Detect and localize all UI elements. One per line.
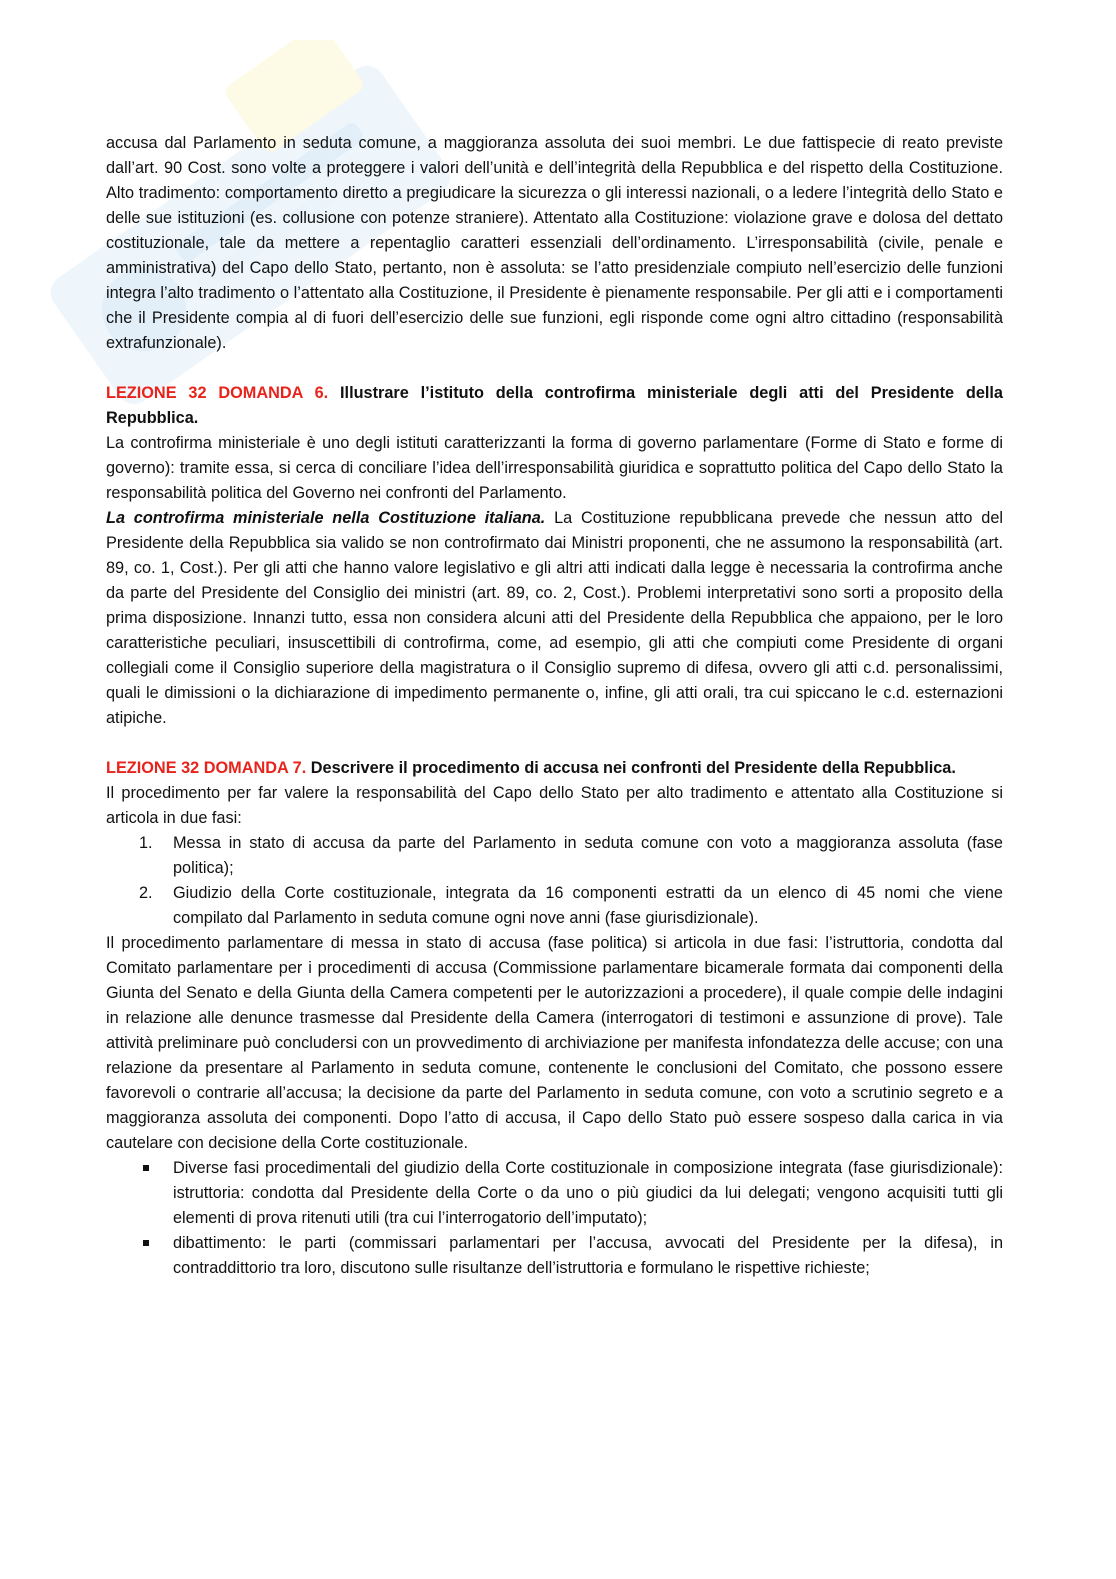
continuation-paragraph: accusa dal Parlamento in seduta comune, a maggioranza assoluta dei suoi membri. Le due fattispecie di reato previste dall’art. 90 Cost. sono volte a proteggere i valori dell’unità e dell’integrità della Repubblica e del rispetto della Costituzione. Alto tradimento: comportamento diretto a pregiudicare la sicurezza o gli interessi nazionali, o a ledere l’integrità dello Stato e delle sue istituzioni (es. collusione con potenze straniere). Attentato alla Costituzione: violazione grave e dolosa del dettato costituzionale, tale da mettere a repentaglio caratteri essenziali dell’ordinamento. L’irresponsabilità (civile, penale e amministrativa) del Capo dello Stato, pertanto, non è assoluta: se l’atto presidenziale compiuto nell’esercizio delle funzioni integra l’alto tradimento o l’attentato alla Costituzione, il Presidente è pienamente responsabile. Per gli atti e i comportamenti che il Presidente compia al di fuori dell’esercizio delle sue funzioni, egli risponde come ogni altro cittadino (responsabilità extrafunzionale).: [106, 134, 1003, 352]
bullet-item: [106, 1231, 1003, 1281]
square-bullet-icon: [143, 1240, 149, 1246]
phase-item: [106, 881, 1003, 931]
spacer: [106, 356, 1003, 381]
bullet-text: Diverse fasi procedimentali del giudizio della Corte costituzionale in composizione integrata (fase giurisdizionale): istruttoria: condotta dal Presidente della Corte o da uno o più giudici da lui delegati; vengono acquisiti tutti gli elementi di prova ritenuti utili (tra cui l’interrogatorio dell’imputato);: [173, 1159, 1003, 1227]
phase-text: Messa in stato di accusa da parte del Parlamento in seduta comune con voto a maggioranza assoluta (fase politica);: [173, 834, 1003, 877]
question-6-paragraph-2-text: La Costituzione repubblicana prevede che nessun atto del Presidente della Repubblica sia valido se non controfirmato dai Ministri proponenti, che ne assumono la responsabilità (art. 89, co. 1, Cost.). Per gli atti che hanno valore legislativo e gli altri atti indicati dalla legge è necessaria la controfirma anche da parte del Presidente del Consiglio dei ministri (art. 89, co. 2, Cost.). Problemi interpretativi sono sorti a proposito della prima disposizione. Innanzi tutto, essa non considera alcuni atti del Presidente della Repubblica che appaiono, per le loro caratteristiche peculiari, insuscettibili di controfirma, come, ad esempio, gli atti che compiuti come Presidente di organi collegiali come il Consiglio superiore della magistratura o il Consiglio supremo di difesa, ovvero gli atti c.d. personalissimi, quali le dimissioni o la dichiarazione di impedimento permanente o, infine, gli atti orali, tra cui spiccano le c.d. esternazioni atipiche.: [106, 509, 1004, 727]
square-bullet-icon: [143, 1165, 149, 1171]
phase-text: Giudizio della Corte costituzionale, integrata da 16 componenti estratti da un elenco di 45 nomi che viene compilato dal Parlamento in seduta comune ogni nove anni (fase giurisdizionale).: [173, 884, 1003, 927]
question-6-paragraph-1: La controfirma ministeriale è uno degli istituti caratterizzanti la forma di governo parlamentare (Forme di Stato e forme di governo): tramite essa, si cerca di conciliare l’idea dell’irresponsabilità giuridica e soprattutto politica del Capo dello Stato la responsabilità politica del Governo nei confronti del Parlamento.: [106, 434, 1003, 502]
question-6-title: Illustrare l’istituto della controfirma ministeriale degli atti del Presidente della Repubblica.: [106, 384, 1003, 427]
phase-number: 1.: [139, 834, 153, 852]
question-6-label: LEZIONE 32 DOMANDA 6.: [106, 384, 329, 402]
question-7-heading: [106, 756, 1003, 781]
question-6-subheading: La controfirma ministeriale nella Costituzione italiana.: [106, 509, 546, 527]
phase-number: 2.: [139, 884, 153, 902]
question-7-intro: Il procedimento per far valere la responsabilità del Capo dello Stato per alto tradimento e attentato alla Costituzione si articola in due fasi:: [106, 784, 1003, 827]
question-7-title: Descrivere il procedimento di accusa nei confronti del Presidente della Repubblica.: [310, 759, 956, 777]
spacer: [106, 731, 1003, 756]
bullet-text: dibattimento: le parti (commissari parlamentari per l’accusa, avvocati del Presidente per la difesa), in contraddittorio tra loro, discutono sulle risultanze dell’istruttoria e formulano le rispettive richieste;: [173, 1234, 1003, 1277]
phases-list: [106, 831, 1003, 931]
bullet-list: [106, 1156, 1003, 1281]
question-7-paragraph: Il procedimento parlamentare di messa in stato di accusa (fase politica) si articola in due fasi: l’istruttoria, condotta dal Comitato parlamentare per i procedimenti di accusa (Commissione parlamentare bicamerale formata dai componenti della Giunta del Senato e della Giunta della Camera competenti per le autorizzazioni a procedere), il quale compie delle indagini in relazione alle denunce trasmesse dal Presidente della Camera (interrogatori di testimoni e assunzione di prove). Tale attività preliminare può concludersi con un provvedimento di archiviazione per manifesta infondatezza delle accuse; con una relazione da presentare al Parlamento in seduta comune, contenente le conclusioni del Comitato, che possono essere favorevoli o contrarie all’accusa; la decisione da parte del Parlamento in seduta comune, con voto a scrutinio segreto e a maggioranza assoluta dei componenti. Dopo l’atto di accusa, il Capo dello Stato può essere sospeso dalla carica in via cautelare con decisione della Corte costituzionale.: [106, 934, 1003, 1152]
document-page: [106, 131, 1003, 1281]
question-6-paragraph-2: [106, 506, 1003, 731]
phase-item: [106, 831, 1003, 881]
bullet-item: [106, 1156, 1003, 1231]
question-6-heading: [106, 381, 1003, 431]
question-7-label: LEZIONE 32 DOMANDA 7.: [106, 759, 307, 777]
